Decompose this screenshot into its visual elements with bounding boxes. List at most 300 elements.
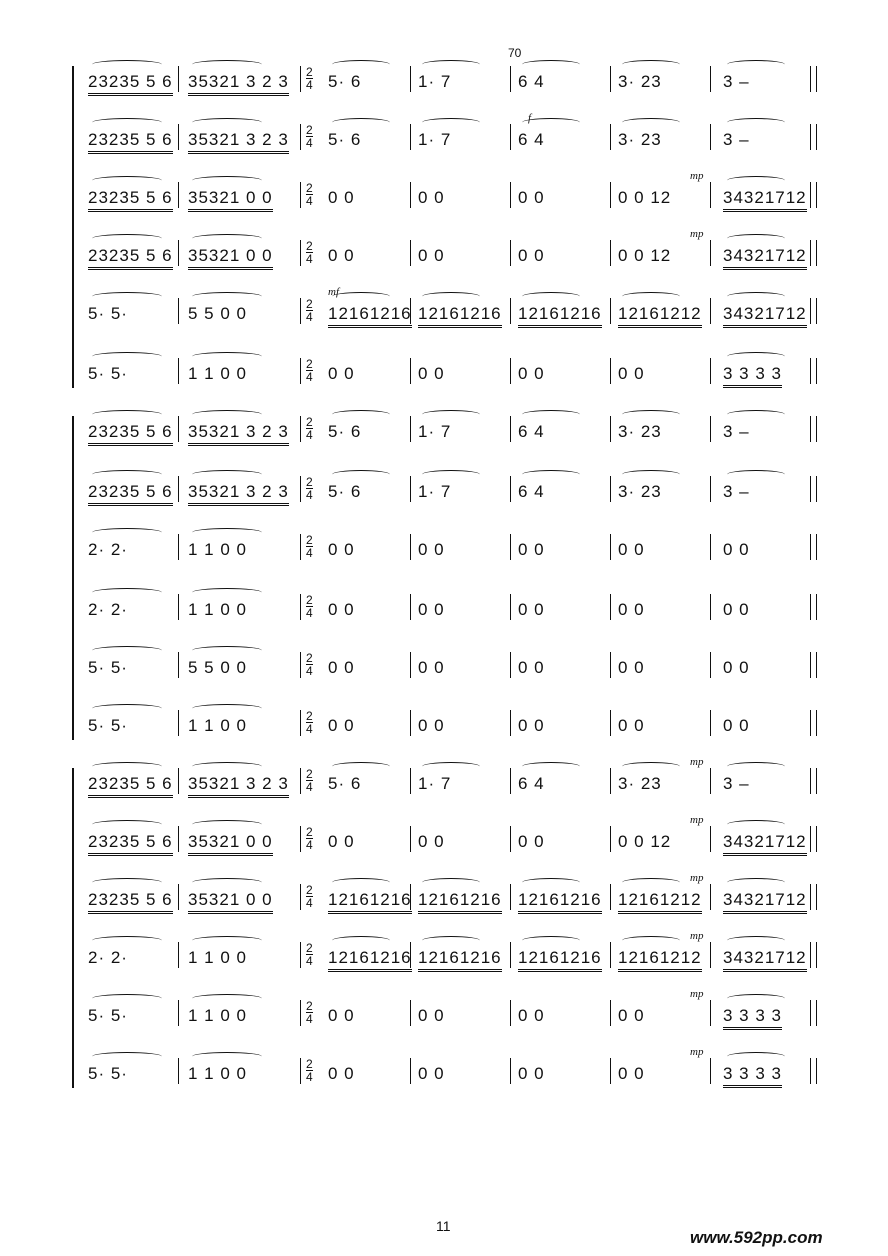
barline: [510, 710, 511, 736]
score-row-10: [78, 588, 818, 628]
slur-mark: [92, 820, 162, 829]
time-signature-bottom: 4: [306, 838, 313, 852]
slur-mark: [727, 234, 785, 243]
measure-7: 0 0: [723, 540, 750, 559]
measure-5: 0 0: [518, 658, 545, 677]
barline: [610, 358, 611, 384]
measure-2: 35321 3 2 3: [188, 422, 289, 446]
time-signature-top: 2: [306, 239, 313, 253]
measure-6: 0 0 12: [618, 246, 672, 265]
slur-mark: [727, 60, 785, 69]
slur-mark: [92, 176, 162, 185]
measure-4: 0 0: [418, 1006, 445, 1025]
barline: [710, 652, 711, 678]
barline: [178, 826, 179, 852]
slur-mark: [192, 704, 262, 713]
barline: [810, 884, 811, 910]
measure-3: 12161216: [328, 948, 412, 972]
barline: [810, 240, 811, 266]
slur-mark: [522, 60, 580, 69]
time-signature: [306, 826, 313, 851]
measure-5: 12161216: [518, 304, 602, 328]
barline: [510, 1058, 511, 1084]
barline: [410, 476, 411, 502]
barline: [810, 652, 811, 678]
measure-5: 0 0: [518, 832, 545, 851]
slur-mark: [727, 994, 785, 1003]
measure-7: 34321712: [723, 246, 807, 270]
time-signature-top: 2: [306, 709, 313, 723]
slur-mark: [727, 118, 785, 127]
slur-mark: [522, 936, 580, 945]
time-signature: [306, 298, 313, 323]
measure-6: 12161212: [618, 948, 702, 972]
slur-mark: [727, 820, 785, 829]
slur-mark: [622, 410, 680, 419]
barline: [178, 594, 179, 620]
time-signature-top: 2: [306, 999, 313, 1013]
barline: [300, 594, 301, 620]
slur-mark: [92, 292, 162, 301]
measure-7: 0 0: [723, 716, 750, 735]
barline: [610, 652, 611, 678]
dynamic-marking: mf: [328, 286, 339, 298]
barline: [510, 652, 511, 678]
barline: [610, 884, 611, 910]
time-signature: [306, 124, 313, 149]
time-signature: [306, 768, 313, 793]
dynamic-marking: mp: [690, 228, 704, 240]
measure-2: 5 5 0 0: [188, 304, 247, 323]
measure-1: 23235 5 6: [88, 246, 173, 270]
barline: [710, 124, 711, 150]
measure-7: 3 –: [723, 482, 750, 501]
time-signature-top: 2: [306, 825, 313, 839]
measure-2: 1 1 0 0: [188, 1064, 247, 1083]
measure-5: 6 4: [518, 422, 545, 441]
measure-6: 0 0: [618, 1006, 645, 1025]
measure-2: 35321 3 2 3: [188, 482, 289, 506]
barline: [710, 298, 711, 324]
measure-1: 5· 5·: [88, 1006, 128, 1025]
barline: [816, 534, 817, 560]
barline: [178, 768, 179, 794]
measure-5: 0 0: [518, 246, 545, 265]
system-bracket: [72, 416, 77, 740]
barline: [300, 1058, 301, 1084]
score-row-1: [78, 60, 818, 100]
barline: [300, 240, 301, 266]
score-row-17: [78, 988, 818, 1034]
score-row-2: [78, 112, 818, 158]
time-signature-bottom: 4: [306, 1070, 313, 1084]
measure-2: 1 1 0 0: [188, 716, 247, 735]
slur-mark: [192, 936, 262, 945]
barline: [178, 416, 179, 442]
barline: [178, 476, 179, 502]
slur-mark: [332, 410, 390, 419]
barline: [710, 594, 711, 620]
measure-7: 34321712: [723, 890, 807, 914]
barline: [816, 416, 817, 442]
slur-mark: [727, 762, 785, 771]
barline: [810, 594, 811, 620]
barline: [810, 710, 811, 736]
measure-5: 0 0: [518, 1006, 545, 1025]
dynamic-marking: f: [528, 112, 532, 124]
measure-4: 1· 7: [418, 72, 452, 91]
measure-2: 1 1 0 0: [188, 948, 247, 967]
measure-1: 23235 5 6: [88, 482, 173, 506]
score-row-3: [78, 170, 818, 216]
slur-mark: [92, 528, 162, 537]
barline: [610, 66, 611, 92]
barline: [178, 710, 179, 736]
measure-6: 12161212: [618, 304, 702, 328]
measure-4: 0 0: [418, 832, 445, 851]
slur-mark: [622, 762, 680, 771]
time-signature-bottom: 4: [306, 606, 313, 620]
time-signature-bottom: 4: [306, 722, 313, 736]
slur-mark: [192, 588, 262, 597]
measure-6: 12161212: [618, 890, 702, 914]
barline: [610, 1058, 611, 1084]
time-signature-bottom: 4: [306, 954, 313, 968]
measure-1: 2· 2·: [88, 948, 128, 967]
measure-4: 0 0: [418, 188, 445, 207]
slur-mark: [92, 352, 162, 361]
barline: [710, 1058, 711, 1084]
measure-3: 0 0: [328, 246, 355, 265]
slur-mark: [522, 410, 580, 419]
barline: [300, 710, 301, 736]
barline: [710, 710, 711, 736]
barline: [710, 182, 711, 208]
barline: [810, 1000, 811, 1026]
measure-3: 0 0: [328, 716, 355, 735]
measure-2: 35321 3 2 3: [188, 72, 289, 96]
barline: [178, 652, 179, 678]
slur-mark: [92, 762, 162, 771]
measure-3: 5· 6: [328, 774, 362, 793]
measure-5: 0 0: [518, 600, 545, 619]
measure-6: 0 0: [618, 600, 645, 619]
measure-6: 0 0: [618, 364, 645, 383]
measure-6: 3· 23: [618, 774, 662, 793]
barline: [410, 594, 411, 620]
measure-6: 0 0: [618, 540, 645, 559]
time-signature-top: 2: [306, 767, 313, 781]
measure-3: 0 0: [328, 658, 355, 677]
measure-3: 5· 6: [328, 422, 362, 441]
barline: [510, 298, 511, 324]
dynamic-marking: mp: [690, 872, 704, 884]
measure-7: 3 3 3 3: [723, 1006, 782, 1030]
measure-2: 1 1 0 0: [188, 1006, 247, 1025]
measure-6: 0 0: [618, 658, 645, 677]
barline: [300, 298, 301, 324]
measure-2: 35321 0 0: [188, 832, 273, 856]
measure-4: 0 0: [418, 246, 445, 265]
slur-mark: [192, 646, 262, 655]
slur-mark: [192, 878, 262, 887]
time-signature: [306, 884, 313, 909]
barline: [300, 476, 301, 502]
measure-1: 23235 5 6: [88, 422, 173, 446]
barline: [810, 534, 811, 560]
barline: [610, 594, 611, 620]
measure-6: 3· 23: [618, 130, 662, 149]
barline: [510, 534, 511, 560]
slur-mark: [422, 292, 480, 301]
barline: [816, 594, 817, 620]
time-signature: [306, 710, 313, 735]
measure-3: 0 0: [328, 540, 355, 559]
score-row-18: [78, 1046, 818, 1092]
barline: [300, 768, 301, 794]
time-signature-bottom: 4: [306, 252, 313, 266]
barline: [300, 884, 301, 910]
measure-3: 5· 6: [328, 72, 362, 91]
measure-7: 3 –: [723, 422, 750, 441]
measure-7: 34321712: [723, 832, 807, 856]
barline: [610, 124, 611, 150]
slur-mark: [622, 292, 680, 301]
measure-2: 5 5 0 0: [188, 658, 247, 677]
barline: [710, 768, 711, 794]
barline: [510, 826, 511, 852]
barline: [610, 298, 611, 324]
barline: [710, 358, 711, 384]
measure-1: 23235 5 6: [88, 890, 173, 914]
system-bracket: [72, 66, 77, 388]
barline: [178, 884, 179, 910]
time-signature-bottom: 4: [306, 896, 313, 910]
measure-4: 12161216: [418, 304, 502, 328]
slur-mark: [92, 704, 162, 713]
barline: [410, 124, 411, 150]
barline: [300, 182, 301, 208]
time-signature-top: 2: [306, 415, 313, 429]
time-signature-top: 2: [306, 941, 313, 955]
measure-6: 0 0: [618, 716, 645, 735]
score-row-5: [78, 286, 818, 332]
slur-mark: [192, 60, 262, 69]
measure-5: 6 4: [518, 774, 545, 793]
slur-mark: [332, 118, 390, 127]
slur-mark: [192, 1052, 262, 1061]
barline: [816, 124, 817, 150]
barline: [510, 942, 511, 968]
time-signature: [306, 416, 313, 441]
slur-mark: [622, 470, 680, 479]
barline: [178, 124, 179, 150]
barline: [710, 534, 711, 560]
slur-mark: [92, 410, 162, 419]
time-signature-bottom: 4: [306, 488, 313, 502]
time-signature-bottom: 4: [306, 194, 313, 208]
barline: [610, 942, 611, 968]
barline: [710, 240, 711, 266]
barline: [810, 416, 811, 442]
barline: [178, 182, 179, 208]
barline: [816, 298, 817, 324]
score-row-15: [78, 872, 818, 918]
barline: [300, 358, 301, 384]
barline: [178, 240, 179, 266]
measure-4: 0 0: [418, 716, 445, 735]
barline: [300, 66, 301, 92]
measure-2: 35321 3 2 3: [188, 774, 289, 798]
time-signature-bottom: 4: [306, 370, 313, 384]
slur-mark: [727, 1052, 785, 1061]
slur-mark: [522, 878, 580, 887]
measure-7: 3 –: [723, 72, 750, 91]
measure-7: 3 –: [723, 130, 750, 149]
slur-mark: [622, 60, 680, 69]
barline: [510, 594, 511, 620]
time-signature-top: 2: [306, 533, 313, 547]
slur-mark: [727, 410, 785, 419]
measure-4: 1· 7: [418, 482, 452, 501]
measure-6: 0 0: [618, 1064, 645, 1083]
barline: [300, 1000, 301, 1026]
measure-5: 6 4: [518, 72, 545, 91]
barline: [810, 358, 811, 384]
measure-5: 12161216: [518, 890, 602, 914]
measure-1: 23235 5 6: [88, 188, 173, 212]
measure-3: 12161216: [328, 304, 412, 328]
time-signature: [306, 358, 313, 383]
barline: [810, 768, 811, 794]
time-signature-top: 2: [306, 475, 313, 489]
time-signature-bottom: 4: [306, 428, 313, 442]
barline: [816, 710, 817, 736]
measure-7: 0 0: [723, 600, 750, 619]
barline: [410, 240, 411, 266]
measure-6: 3· 23: [618, 72, 662, 91]
slur-mark: [332, 292, 390, 301]
time-signature-top: 2: [306, 883, 313, 897]
barline: [178, 66, 179, 92]
measure-3: 0 0: [328, 188, 355, 207]
slur-mark: [727, 878, 785, 887]
time-signature-bottom: 4: [306, 664, 313, 678]
barline: [410, 358, 411, 384]
barline: [810, 66, 811, 92]
barline: [300, 942, 301, 968]
score-row-9: [78, 528, 818, 568]
slur-mark: [92, 118, 162, 127]
measure-3: 5· 6: [328, 482, 362, 501]
measure-6: 3· 23: [618, 482, 662, 501]
slur-mark: [192, 234, 262, 243]
slur-mark: [192, 292, 262, 301]
slur-mark: [192, 470, 262, 479]
barline: [816, 826, 817, 852]
measure-7: 34321712: [723, 304, 807, 328]
measure-number: 70: [508, 46, 522, 60]
time-signature-bottom: 4: [306, 78, 313, 92]
measure-1: 23235 5 6: [88, 832, 173, 856]
barline: [510, 416, 511, 442]
measure-1: 23235 5 6: [88, 774, 173, 798]
barline: [410, 768, 411, 794]
measure-4: 1· 7: [418, 422, 452, 441]
barline: [410, 710, 411, 736]
measure-5: 0 0: [518, 540, 545, 559]
measure-7: 34321712: [723, 948, 807, 972]
barline: [510, 1000, 511, 1026]
barline: [816, 884, 817, 910]
measure-4: 0 0: [418, 600, 445, 619]
measure-1: 5· 5·: [88, 364, 128, 383]
barline: [410, 182, 411, 208]
measure-5: 0 0: [518, 188, 545, 207]
barline: [816, 66, 817, 92]
measure-3: 0 0: [328, 832, 355, 851]
barline: [410, 652, 411, 678]
barline: [710, 942, 711, 968]
barline: [816, 1000, 817, 1026]
slur-mark: [192, 410, 262, 419]
slur-mark: [92, 470, 162, 479]
score-row-4: [78, 228, 818, 274]
barline: [510, 240, 511, 266]
barline: [178, 942, 179, 968]
measure-4: 0 0: [418, 540, 445, 559]
score-row-11: [78, 646, 818, 686]
measure-4: 0 0: [418, 1064, 445, 1083]
time-signature-top: 2: [306, 297, 313, 311]
time-signature-top: 2: [306, 65, 313, 79]
slur-mark: [727, 176, 785, 185]
slur-mark: [727, 936, 785, 945]
barline: [510, 884, 511, 910]
time-signature-bottom: 4: [306, 310, 313, 324]
slur-mark: [422, 936, 480, 945]
barline: [710, 826, 711, 852]
barline: [816, 182, 817, 208]
score-row-13: [78, 756, 818, 802]
measure-1: 2· 2·: [88, 600, 128, 619]
measure-4: 12161216: [418, 948, 502, 972]
time-signature: [306, 476, 313, 501]
barline: [410, 534, 411, 560]
barline: [810, 1058, 811, 1084]
slur-mark: [192, 352, 262, 361]
measure-5: 6 4: [518, 130, 545, 149]
slur-mark: [92, 60, 162, 69]
measure-1: 2· 2·: [88, 540, 128, 559]
measure-1: 5· 5·: [88, 716, 128, 735]
slur-mark: [92, 588, 162, 597]
measure-3: 0 0: [328, 364, 355, 383]
time-signature-top: 2: [306, 593, 313, 607]
barline: [610, 240, 611, 266]
measure-7: 3 –: [723, 774, 750, 793]
measure-1: 5· 5·: [88, 304, 128, 323]
watermark: www.592pp.com: [690, 1228, 823, 1247]
slur-mark: [192, 994, 262, 1003]
measure-2: 35321 0 0: [188, 246, 273, 270]
barline: [610, 826, 611, 852]
slur-mark: [422, 470, 480, 479]
time-signature-bottom: 4: [306, 546, 313, 560]
barline: [710, 884, 711, 910]
time-signature-top: 2: [306, 1057, 313, 1071]
slur-mark: [422, 118, 480, 127]
